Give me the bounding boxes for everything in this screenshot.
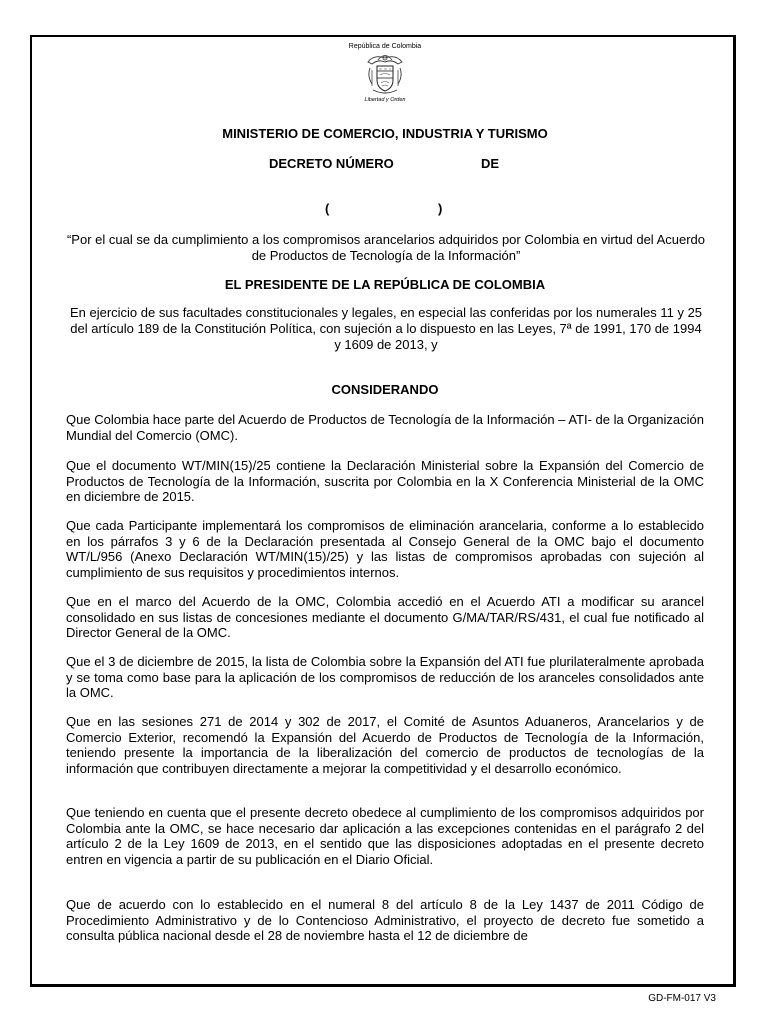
- considerando-paragraph: Que teniendo en cuenta que el presente decreto obedece al cumplimiento de los compromisos adquiridos por Colombia ante la OMC, se hace necesario dar aplicación a las excepciones contenidas en el parágrafo 2 del artículo 2 de la Ley 1609 de 2013, en el sentido que las disposiciones adoptadas en el presente decreto entren en vigencia a partir de su publicación en el Diario Oficial.: [66, 805, 704, 867]
- country-header: República de Colombia: [348, 43, 422, 50]
- considerando-heading: CONSIDERANDO: [331, 382, 439, 397]
- decree-close-paren: ): [438, 201, 443, 216]
- considerando-paragraph: Que en el marco del Acuerdo de la OMC, Colombia accedió en el Acuerdo ATI a modificar su arancel consolidado en sus listas de concesiones mediante el documento G/MA/TAR/RS/431, el cual fue notificado al Director General de la OMC.: [66, 594, 704, 640]
- document-code: GD-FM-017 V3: [648, 993, 716, 1004]
- considerando-paragraph: Que de acuerdo con lo establecido en el numeral 8 del artículo 8 de la Ley 1437 de 2011 Código de Procedimiento Administrativo y de lo Contencioso Administrativo, el proyecto de decreto fue sometido a consulta pública nacional desde el 28 de noviembre hasta el 12 de diciembre de: [66, 897, 704, 943]
- considerando-paragraph: Que en las sesiones 271 de 2014 y 302 de 2017, el Comité de Asuntos Aduaneros, Arancelarios y de Comercio Exterior, recomendó la Expansión del Acuerdo de Productos de Tecnología de la Información, teniendo presente la importancia de la liberalización del comercio de productos de tecnologías de la información que contribuyen directamente a mejorar la competitividad y el desarrollo económico.: [66, 714, 704, 776]
- considerando-paragraph: Que el documento WT/MIN(15)/25 contiene la Declaración Ministerial sobre la Expansión del Comercio de Productos de Tecnología de la Información, suscrita por Colombia en la X Conferencia Ministerial de la OMC en diciembre de 2015.: [66, 458, 704, 504]
- ministry-title: MINISTERIO DE COMERCIO, INDUSTRIA Y TURISMO: [222, 126, 548, 141]
- considerando-paragraph: Que el 3 de diciembre de 2015, la lista de Colombia sobre la Expansión del ATI fue plurilateralmente aprobada y se toma como base para la aplicación de los compromisos de reducción de los aranceles consolidados ante la OMC.: [66, 654, 704, 700]
- coat-of-arms-icon: [364, 52, 406, 96]
- faculties-paragraph: En ejercicio de sus facultades constitucionales y legales, en especial las conferidas por los numerales 11 y 25 del artículo 189 de la Constitución Política, con sujeción a lo dispuesto en las Leyes, 7ª de 1991, 170 de 1994 y 1609 de 2013, y: [69, 305, 703, 352]
- considerando-paragraph: Que cada Participante implementará los compromisos de eliminación arancelaria, conforme a lo establecido en los párrafos 3 y 6 de la Declaración presentada al Consejo General de la OMC bajo el documento WT/L/956 (Anexo Declaración WT/MIN(15)/25) y las listas de compromisos aprobadas con sujeción al cumplimiento de sus requisitos y procedimientos internos.: [66, 518, 704, 580]
- decree-open-paren: (: [325, 201, 330, 216]
- decree-de-label: DE: [481, 156, 500, 171]
- issuer-heading: EL PRESIDENTE DE LA REPÚBLICA DE COLOMBIA: [224, 277, 546, 292]
- national-motto: Libertad y Orden: [364, 97, 406, 103]
- decree-subject: “Por el cual se da cumplimiento a los compromisos arancelarios adquiridos por Colombia en virtud del Acuerdo de Productos de Tecnología de la Información”: [66, 232, 706, 263]
- decree-number-label: DECRETO NÚMERO: [269, 156, 394, 171]
- considerando-paragraph: Que Colombia hace parte del Acuerdo de Productos de Tecnología de la Información – ATI- de la Organización Mundial del Comercio (OMC).: [66, 412, 704, 443]
